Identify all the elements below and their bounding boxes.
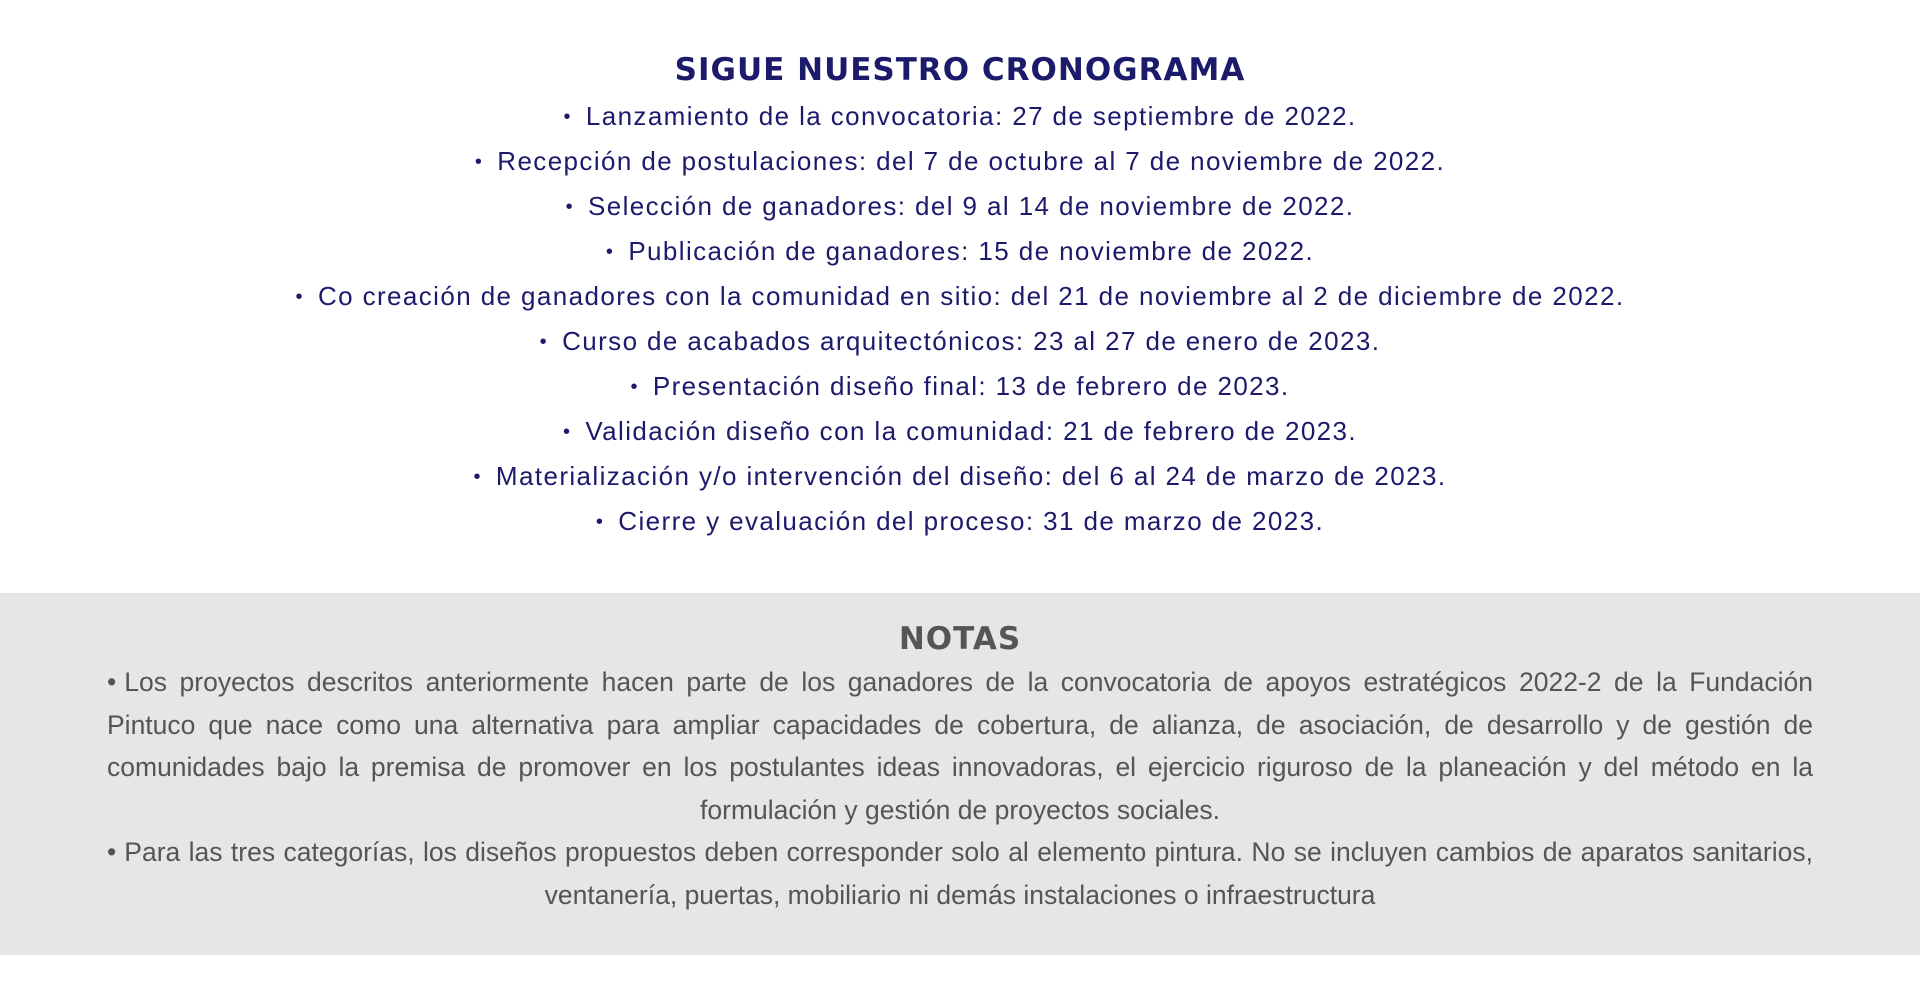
notes-title: NOTAS: [898, 621, 1022, 657]
bullet-icon: •: [605, 241, 615, 263]
schedule-item-text: Recepción de postulaciones: del 7 de octubre al 7 de noviembre de 2022.: [497, 146, 1446, 176]
bullet-icon: •: [565, 196, 574, 218]
notes-body: [107, 661, 1813, 916]
schedule-item: [0, 454, 1920, 499]
bullet-icon: •: [107, 667, 117, 697]
schedule-item-text: Co creación de ganadores con la comunidad en sitio: del 21 de noviembre al 2 de diciembre de 2022.: [317, 281, 1625, 311]
schedule-title: SIGUE NUESTRO CRONOGRAMA: [674, 52, 1246, 88]
bullet-icon: •: [563, 106, 572, 128]
schedule-item-text: Curso de acabados arquitectónicos: 23 al 27 de enero de 2023.: [562, 326, 1381, 356]
note-paragraph-text: Para las tres categorías, los diseños propuestos deben corresponder solo al elemento pintura. No se incluyen cambios de aparatos sanitarios, ventanería, puertas, mobiliario ni demás instalaciones o infraestructura: [124, 837, 1813, 910]
schedule-item: [0, 364, 1920, 409]
schedule-list: [0, 94, 1920, 544]
schedule-item-text: Materialización y/o intervención del diseño: del 6 al 24 de marzo de 2023.: [495, 461, 1447, 491]
notes-section: [0, 593, 1920, 955]
schedule-item-text: Publicación de ganadores: 15 de noviembre de 2022.: [628, 236, 1315, 266]
bullet-icon: •: [562, 421, 572, 443]
schedule-item: [0, 184, 1920, 229]
schedule-item: [0, 139, 1920, 184]
schedule-item-text: Presentación diseño final: 13 de febrero de 2023.: [652, 371, 1290, 401]
bullet-icon: •: [630, 376, 639, 398]
note-paragraph: [107, 831, 1813, 916]
schedule-item: [0, 499, 1920, 544]
bullet-icon: •: [295, 286, 304, 308]
schedule-item: [0, 409, 1920, 454]
schedule-item-text: Cierre y evaluación del proceso: 31 de marzo de 2023.: [618, 506, 1325, 536]
schedule-item-text: Lanzamiento de la convocatoria: 27 de septiembre de 2022.: [585, 101, 1357, 131]
note-paragraph-text: Los proyectos descritos anteriormente hacen parte de los ganadores de la convocatoria de apoyos estratégicos 2022-2 de la Fundación Pintuco que nace como una alternativa para ampliar capacidades de cobertura, de alianza, de asociación, de desarrollo y de gestión de comunidades bajo la premisa de promover en los postulantes ideas innovadoras, el ejercicio riguroso de la planeación y del método en la formulación y gestión de proyectos sociales.: [107, 667, 1813, 825]
bullet-icon: •: [539, 331, 549, 353]
schedule-item: [0, 274, 1920, 319]
bullet-icon: •: [107, 837, 117, 867]
schedule-item: [0, 94, 1920, 139]
bullet-icon: •: [595, 511, 605, 533]
bullet-icon: •: [474, 151, 484, 173]
bullet-icon: •: [473, 466, 482, 488]
note-paragraph: [107, 661, 1813, 831]
schedule-section: [0, 46, 1920, 544]
schedule-item: [0, 319, 1920, 364]
schedule-item: [0, 229, 1920, 274]
schedule-item-text: Selección de ganadores: del 9 al 14 de noviembre de 2022.: [588, 191, 1355, 221]
schedule-item-text: Validación diseño con la comunidad: 21 de febrero de 2023.: [585, 416, 1358, 446]
